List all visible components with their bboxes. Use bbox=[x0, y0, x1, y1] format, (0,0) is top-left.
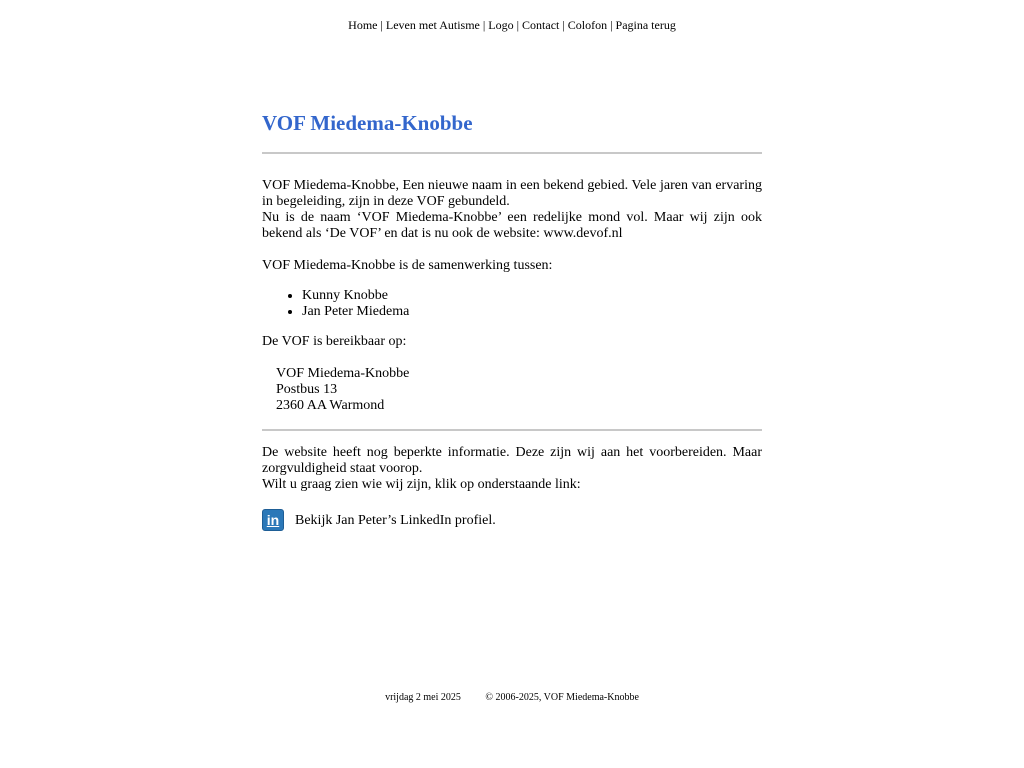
intro-paragraph bbox=[262, 178, 762, 242]
info-line-2: Wilt u graag zien wie wij zijn, klik op onderstaande link: bbox=[262, 477, 581, 492]
nav-home-link[interactable]: Home bbox=[348, 18, 378, 32]
linkedin-profile-link[interactable]: Bekijk Jan Peter’s LinkedIn profiel. bbox=[295, 513, 496, 528]
address-street: Postbus 13 bbox=[276, 382, 338, 397]
nav-contact-link[interactable]: Contact bbox=[522, 18, 560, 32]
main-content bbox=[262, 110, 762, 531]
footer-date: vrijdag 2 mei 2025 bbox=[385, 692, 461, 703]
section-divider bbox=[262, 429, 762, 431]
footer-copyright: © 2006-2025, VOF Miedema-Knobbe bbox=[485, 692, 639, 703]
members-list bbox=[262, 288, 762, 320]
address-city: 2360 AA Warmond bbox=[276, 398, 385, 413]
nav-separator: | bbox=[562, 18, 565, 32]
list-item: • Kunny Knobbe bbox=[302, 288, 762, 304]
title-divider bbox=[262, 152, 762, 154]
cooperation-text: VOF Miedema-Knobbe is de samenwerking tussen: bbox=[262, 258, 553, 273]
reachable-text: De VOF is bereikbaar op: bbox=[262, 334, 407, 349]
address-name: VOF Miedema-Knobbe bbox=[276, 366, 410, 381]
info-paragraph bbox=[262, 445, 762, 493]
intro-line-2: Nu is de naam ‘VOF Miedema-Knobbe’ een redelijke mond vol. Maar wij zijn ook bekend als ‘De VOF’ en dat is nu ook de website: www.devof.nl bbox=[262, 210, 762, 241]
top-navigation bbox=[0, 17, 1024, 33]
nav-separator: | bbox=[516, 18, 520, 32]
page-title: VOF Miedema-Knobbe bbox=[262, 111, 473, 135]
list-item: • Jan Peter Miedema bbox=[302, 304, 762, 320]
nav-logo-link[interactable]: Logo bbox=[488, 18, 514, 32]
nav-separator: | bbox=[610, 18, 613, 32]
footer bbox=[0, 692, 1024, 704]
postal-address bbox=[262, 366, 762, 414]
nav-separator: | bbox=[482, 18, 486, 32]
linkedin-row bbox=[262, 509, 762, 531]
nav-colofon-link[interactable]: Colofon bbox=[567, 18, 608, 32]
nav-pagina-terug-link[interactable]: Pagina terug bbox=[615, 18, 676, 32]
info-line-1: De website heeft nog beperkte informatie. Deze zijn wij aan het voorbereiden. Maar zorgvuldigheid staat voorop. bbox=[262, 445, 762, 476]
nav-leven-met-autisme-link[interactable]: Leven met Autisme bbox=[385, 18, 480, 32]
intro-line-1: VOF Miedema-Knobbe, Een nieuwe naam in een bekend gebied. Vele jaren van ervaring in begeleiding, zijn in deze VOF gebundeld. bbox=[262, 178, 762, 209]
nav-separator: | bbox=[380, 18, 383, 32]
linkedin-icon[interactable]: in bbox=[262, 509, 284, 531]
